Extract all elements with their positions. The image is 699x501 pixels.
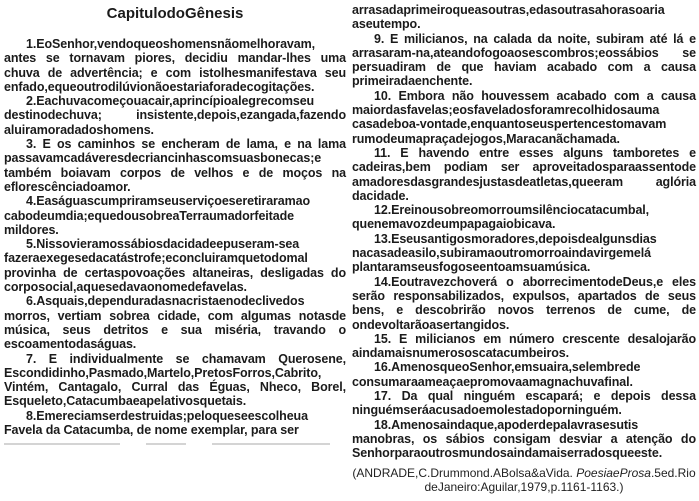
paragraph-14: 14.Eoutravezchoverá o aborrecimentodeDeus,e eles serão responsabilizados, expulsos, apartados de seus bens, e descobrirão novos terrenos de cume, de ondevoltarãoasertangidos. [352, 274, 696, 332]
paragraph-13: 13.Eseusantigosmoradores,depoisdealgunsdias nacasadeasilo,subiramaoutromorroaindavirgemelá plantaramseusfogoseentoamsuamúsica. [352, 231, 657, 275]
paragraph-8: 8.Emereciamserdestruidas;peloqueseescolheua Favela da Catacumba, de nome exemplar, para ser [4, 408, 308, 438]
scan-artifact-segment [212, 443, 330, 445]
left-column [4, 3, 346, 445]
citation-text-post: .5ed.Rio deJaneiro:Aguilar,1979,p.1161-1163.) [424, 466, 696, 494]
citation [352, 466, 696, 494]
paragraph-9: 9. E milicianos, na calada da noite, subiram até lá e arrasaram-na,ateandofogoaosescombros;eossábios se persuadiram de que haviam acabado com a causa primeiradaenchente. [352, 31, 696, 89]
paragraph-15: 15. E milicianos em número crescente desalojarão aindamaisnumerososcatacumbeiros. [352, 331, 696, 361]
citation-work-title: PoesiaeProsa [576, 466, 651, 480]
scan-artifact-segment [146, 443, 186, 445]
right-column [352, 3, 696, 461]
paragraph-10: 10. Embora não houvessem acabado com a causa maiordasfavelas;eosfaveladosforamrecolhidosauma casadeboa-vontade,enquantoseuspertencestomavam rumodeumapraçadejogos,Maracanãchamada. [352, 88, 696, 146]
document-title: CapitulodoGênesis [106, 5, 244, 22]
paragraph-2: 2.Eachuvacomeçouacair,aprincípioalegrecomseu destinodechuva; insistente,depois,ezangada,fazendo aluiramoradadoshomens. [4, 94, 346, 137]
paragraph-7: 7. E individualmente se chamavam Querosene, Escondidinho,Pasmado,Martelo,PretosForros,Cabrito, Vintém, Cantagalo, Curral das Éguas, Nheco, Borel, Esqueleto,Catacumbaeapelativosquetais. [4, 351, 346, 409]
paragraph-4: 4.Easáguascumpriramseuserviçoeseretiraramao cabodeumdia;equedousobreaTerraumadorfeitade mildores. [4, 194, 311, 237]
paragraph-8-continuation: arrasadaprimeiroqueasoutras,edasoutrasahorasoaria aseutempo. [352, 3, 665, 32]
paragraph-5: 5.Nissovieramossábiosdacidadeepuseram-sea fazeraexegesedacatástrofe;econcluiramquetodomal provinha de certaspovoações altaneiras, desligadas do corposocial,aquesedavaonomedefavelas. [4, 237, 346, 295]
scan-artifact-segment [4, 443, 120, 445]
paragraph-6: 6.Asquais,dependuradasnacristaenodeclivedos morros, vertiam sobrea cidade, com algumas notasde música, seus detritos e sua miséria, travando o escoamentodaságuas. [4, 294, 346, 352]
paragraph-18: 18.Amenosaindaque,apoderdepalavrasesutis manobras, os sábios consigam desviar a atenção do Senhorparaoutrosmundosaindamaiserradosqueeste. [352, 417, 696, 461]
paragraph-11: 11. E havendo entre esses alguns tamboretes e cadeiras,bem podiam ser aproveitadosparaassentode amadoresdasgrandesjustasdeatletas,queeram aglória dacidade. [352, 145, 696, 203]
paragraph-12: 12.Ereinousobreomorroumsilênciocatacumbal, quenemavozdeumpapagaiobicava. [352, 203, 650, 232]
paragraph-3: 3. E os caminhos se encheram de lama, e na lama passavamcadáveresdecriancinhascomsuasbonecas;e também boiavam corpos de velhos e de moços na eflorescênciadoamor. [4, 137, 346, 194]
scan-artifact-line [4, 443, 346, 445]
paragraph-16: 16.AmenosqueoSenhor,emsuaira,selembrede consumaraameaçaepromovaamagnachuvafinal. [352, 360, 641, 389]
paragraph-17: 17. Da qual ninguém escapará; e depois dessa ninguémseráacusadoemolestadoporninguém. [352, 389, 696, 418]
paragraph-1: 1.EoSenhor,vendoqueoshomensnãomelhoravam, antes se tornavam piores, decidiu mandar-lhes uma chuva de advertência; e com istolhesmanifestava seu enfado,equeoutrodilúvionãoestariaforadecogitações. [4, 37, 346, 94]
citation-text-pre: (ANDRADE,C.Drummond.ABolsa&aVida. [352, 466, 577, 480]
